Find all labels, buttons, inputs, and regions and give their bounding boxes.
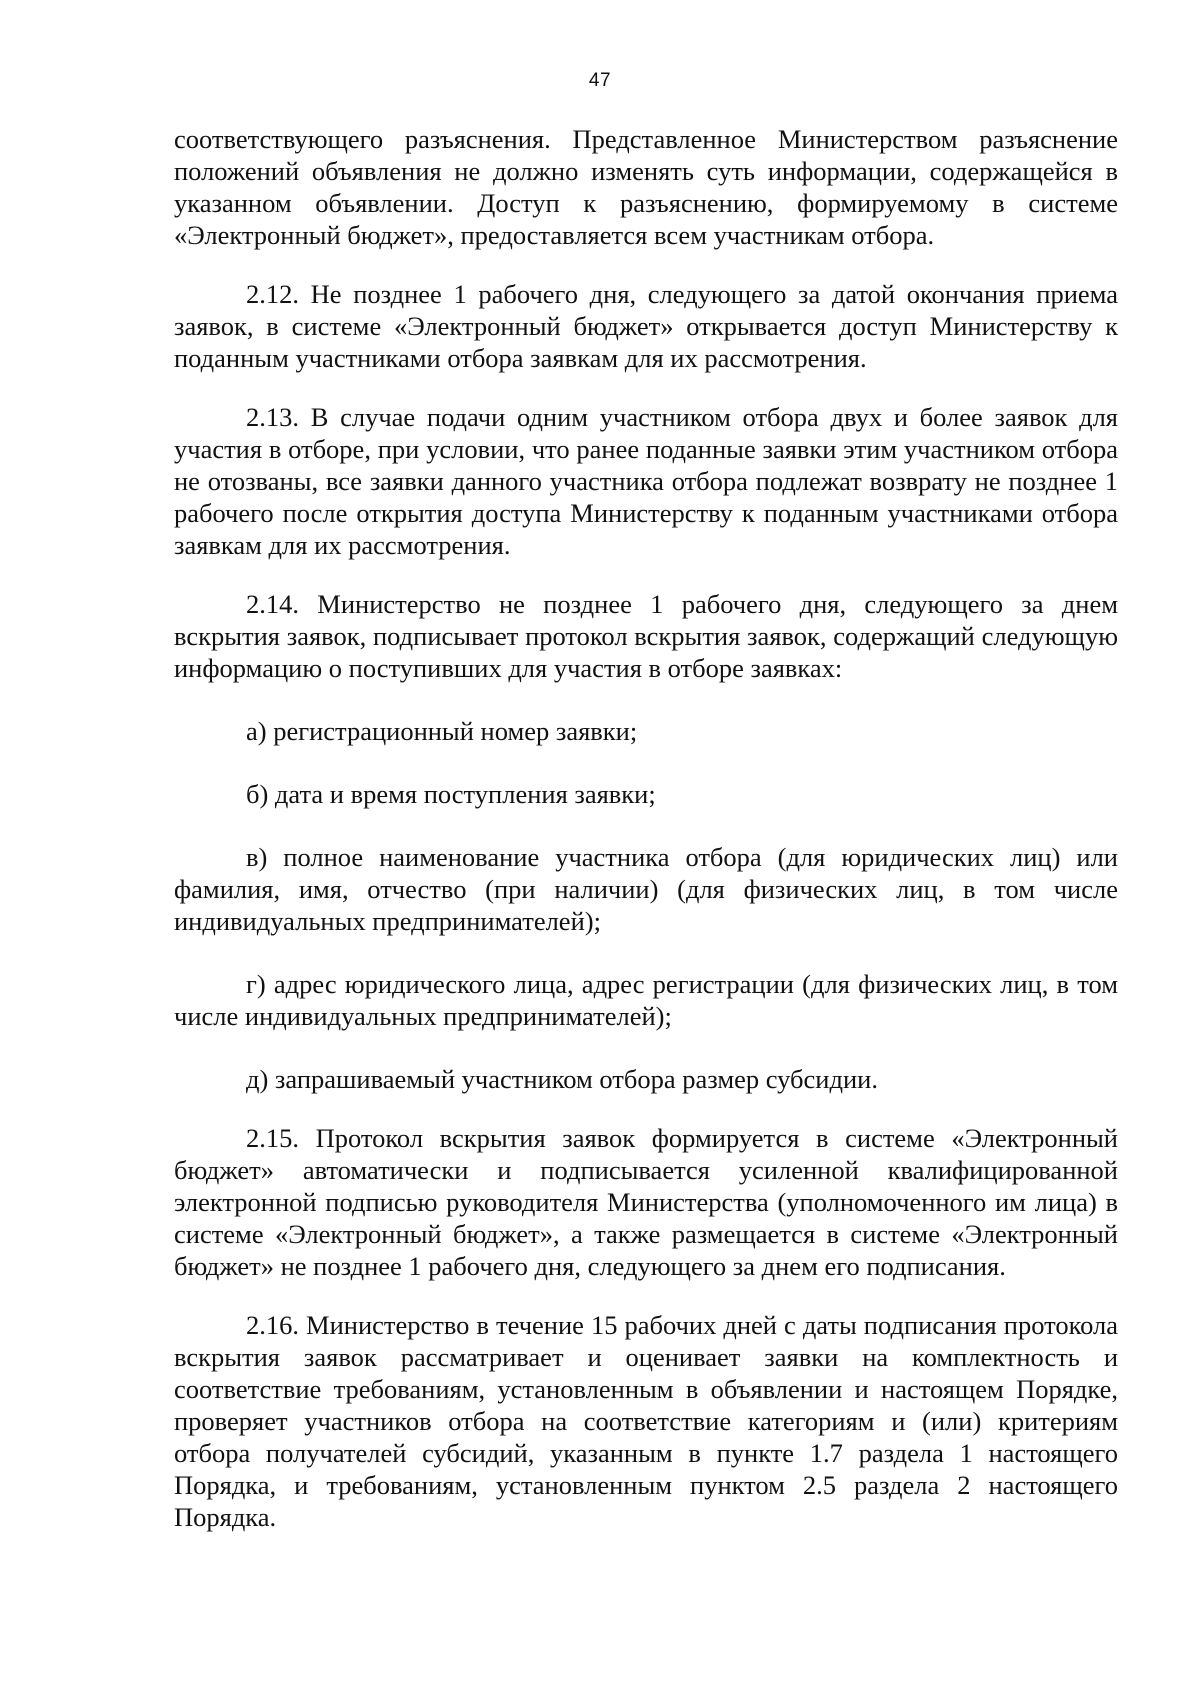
list-item-a: а) регистрационный номер заявки; xyxy=(246,716,638,746)
document-body xyxy=(174,123,1118,1533)
list-item-v: в) полное наименование участника отбора (для юридических лиц) или фамилия, имя, отчество (при наличии) (для физических лиц, в том числе индивидуальных предпринимателей); xyxy=(174,842,1118,936)
paragraph-2-15: 2.15. Протокол вскрытия заявок формируется в системе «Электронный бюджет» автоматически и подписывается усиленной квалифицированной электронной подписью руководителя Министерства (уполномоченного им лица) в системе «Электронный бюджет», а также размещается в системе «Электронный бюджет» не позднее 1 рабочего дня, следующего за днем его подписания. xyxy=(174,1123,1118,1281)
list-item-b: б) дата и время поступления заявки; xyxy=(246,779,656,809)
paragraph-intro: соответствующего разъяснения. Представленное Министерством разъяснение положений объявления не должно изменять суть информации, содержащейся в указанном объявлении. Доступ к разъяснению, формируемому в системе «Электронный бюджет», предоставляется всем участникам отбора. xyxy=(174,124,1118,250)
paragraph-2-12: 2.12. Не позднее 1 рабочего дня, следующего за датой окончания приема заявок, в системе «Электронный бюджет» открывается доступ Министерству к поданным участниками отбора заявкам для их рассмотрения. xyxy=(174,279,1118,373)
list-item-d: д) запрашиваемый участником отбора размер субсидии. xyxy=(246,1064,878,1094)
paragraph-2-13: 2.13. В случае подачи одним участником отбора двух и более заявок для участия в отборе, при условии, что ранее поданные заявки этим участником отбора не отозваны, все заявки данного участника отбора подлежат возврату не позднее 1 рабочего после открытия доступа Министерству к поданным участниками отбора заявкам для их рассмотрения. xyxy=(174,402,1118,560)
page-number: 47 xyxy=(588,70,612,91)
paragraph-2-16: 2.16. Министерство в течение 15 рабочих дней с даты подписания протокола вскрытия заявок рассматривает и оценивает заявки на комплектность и соответствие требованиям, установленным в объявлении и настоящем Порядке, проверяет участников отбора на соответствие категориям и (или) критериям отбора получателей субсидий, указанным в пункте 1.7 раздела 1 настоящего Порядка, и требованиям, установленным пунктом 2.5 раздела 2 настоящего Порядка. xyxy=(174,1310,1118,1532)
paragraph-2-14: 2.14. Министерство не позднее 1 рабочего дня, следующего за днем вскрытия заявок, подписывает протокол вскрытия заявок, содержащий следующую информацию о поступивших для участия в отборе заявках: xyxy=(174,589,1118,683)
list-item-g: г) адрес юридического лица, адрес регистрации (для физических лиц, в том числе индивидуальных предпринимателей); xyxy=(174,969,1118,1031)
